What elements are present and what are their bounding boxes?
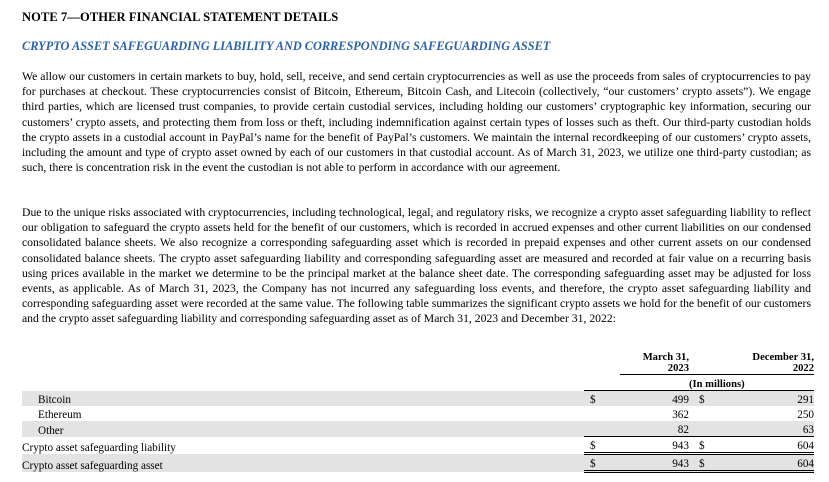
currency-symbol (689, 421, 735, 437)
table-row (22, 406, 814, 421)
currency-symbol: $ (689, 391, 735, 407)
table-total-row (22, 437, 814, 454)
currency-symbol (584, 421, 620, 437)
value-march-2023: 362 (672, 409, 689, 421)
row-label: Crypto asset safeguarding asset (22, 454, 584, 472)
value-december-2022: 63 (735, 421, 815, 437)
value-march-2023: 82 (620, 421, 689, 437)
row-label: Bitcoin (22, 391, 584, 407)
table-row (22, 421, 814, 437)
column-header-march-2023: March 31, 2023 (642, 352, 689, 374)
currency-symbol: $ (584, 437, 620, 454)
value-march-2023: 943 (620, 454, 689, 472)
currency-symbol: $ (584, 391, 620, 407)
table-row (22, 391, 814, 407)
row-label: Other (22, 421, 584, 437)
row-label: Crypto asset safeguarding liability (22, 441, 176, 454)
value-march-2023: 499 (620, 391, 689, 407)
section-heading: CRYPTO ASSET SAFEGUARDING LIABILITY AND CORRESPONDING SAFEGUARDING ASSET (22, 39, 551, 53)
currency-symbol (689, 406, 735, 421)
value-december-2022: 250 (797, 409, 814, 421)
currency-symbol: $ (689, 454, 735, 472)
value-march-2023: 943 (620, 437, 689, 454)
value-december-2022: 604 (735, 437, 815, 454)
paragraph-safeguarding: Due to the unique risks associated with cryptocurrencies, including technological, legal, and regulatory risks, we recognize a crypto asset safeguarding liability to reflect our obligation to safeguard the crypto assets held for the benefit of our customers, which is recorded in accrued expenses and other current liabilities on our condensed consolidated balance sheets. We also recognize a corresponding safeguarding asset which is recorded in prepaid expenses and other current assets on our condensed consolidated balance sheets. The crypto asset safeguarding liability and corresponding safeguarding asset are measured and recorded at fair value on a recurring basis using prices available in the market we determine to be the principal market at the balance sheet date. The corresponding safeguarding asset may be adjusted for loss events, as applicable. As of March 31, 2023, the Company has not incurred any safeguarding loss events, and therefore, the crypto asset safeguarding liability and corresponding safeguarding asset were recorded at the same value. The following table summarizes the significant crypto assets we hold for the benefit of our customers and the crypto asset safeguarding liability and corresponding safeguarding asset as of March 31, 2023 and December 31, 2022: (22, 206, 811, 326)
value-december-2022: 291 (735, 391, 815, 407)
currency-symbol: $ (584, 454, 620, 472)
note-heading: NOTE 7—OTHER FINANCIAL STATEMENT DETAILS (22, 10, 339, 24)
table-header-row (22, 352, 814, 375)
paragraph-custody: We allow our customers in certain markets to buy, hold, sell, receive, and send certain cryptocurrencies as well as use the proceeds from sales of cryptocurrencies to pay for purchases at checkout. These cryptocurrencies consist of Bitcoin, Ethereum, Bitcoin Cash, and Litecoin (collectively, “our customers’ crypto assets”). We engage third parties, which are licensed trust companies, to provide certain custodial services, including holding our customers’ cryptographic key information, securing our customers’ crypto assets, and protecting them from loss or theft, including indemnification against certain types of losses such as theft. Our third-party custodian holds the crypto assets in a custodial account in PayPal’s name for the benefit of PayPal’s customers. We maintain the internal recordkeeping of our customers’ crypto assets, including the amount and type of crypto asset owned by each of our customers in that custodial account. As of March 31, 2023, we utilize one third-party custodian; as such, there is concentration risk in the event the custodian is not able to perform in accordance with our agreement. (22, 70, 811, 175)
table-total-row (22, 454, 814, 472)
crypto-assets-table (22, 352, 814, 473)
value-december-2022: 604 (735, 454, 815, 472)
table-unit-row (22, 375, 814, 391)
currency-symbol: $ (689, 437, 735, 454)
currency-symbol (584, 406, 620, 421)
column-header-december-2022: December 31, 2022 (752, 352, 814, 374)
unit-label: (In millions) (620, 375, 814, 391)
row-label: Ethereum (38, 409, 82, 421)
